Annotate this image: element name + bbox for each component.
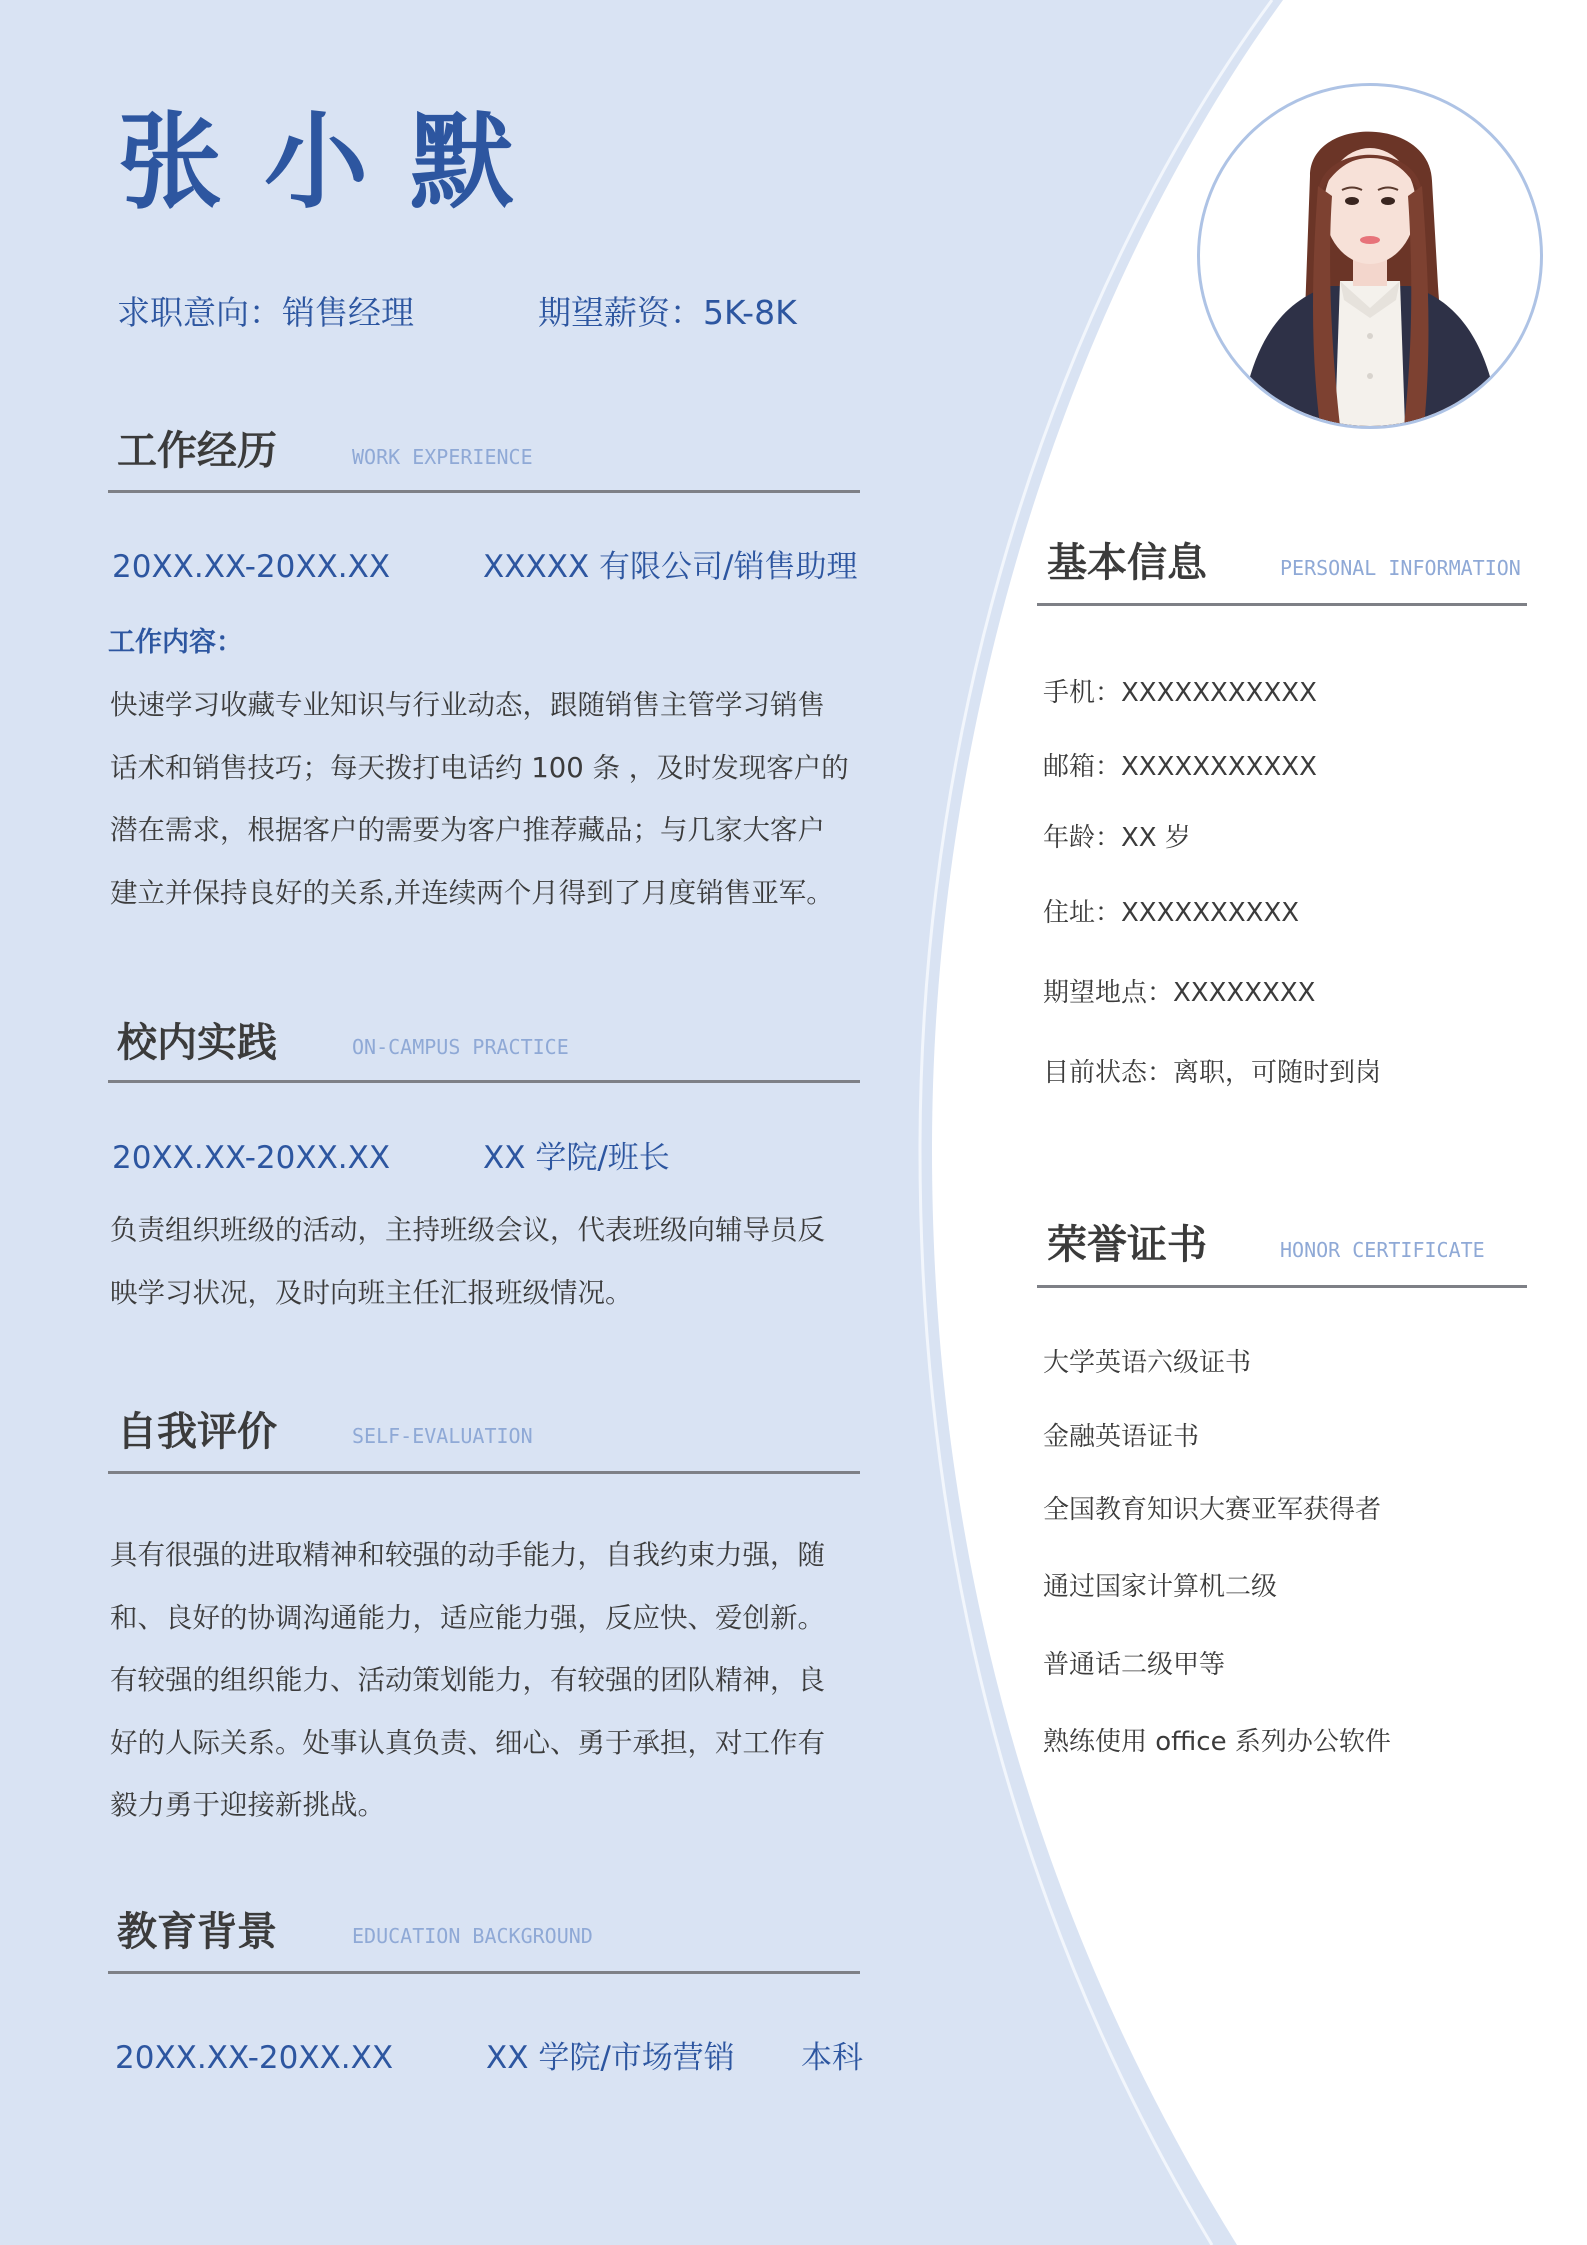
expected-salary: 期望薪资：5K-8K [538, 293, 797, 332]
campus-period: 20XX.XX-20XX.XX [112, 1140, 391, 1176]
education-title: 教育背景 [117, 1909, 277, 1955]
campus-description-line: 映学习状况，及时向班主任汇报班级情况。 [110, 1276, 633, 1309]
personal-info-divider [1037, 603, 1527, 606]
personal-info-subtitle: PERSONAL INFORMATION [1280, 556, 1521, 580]
work-period: 20XX.XX-20XX.XX [112, 549, 391, 585]
campus-practice-divider [108, 1080, 860, 1083]
self-evaluation-subtitle: SELF-EVALUATION [352, 1424, 533, 1448]
self-evaluation-line: 和、良好的协调沟通能力，适应能力强，反应快、爱创新。 [110, 1601, 825, 1634]
honors-divider [1037, 1285, 1527, 1288]
info-current-status: 目前状态：离职，可随时到岗 [1043, 1058, 1382, 1088]
avatar-portrait-icon [1200, 86, 1540, 426]
education-period: 20XX.XX-20XX.XX [115, 2040, 394, 2076]
info-address: 住址：XXXXXXXXXX [1043, 898, 1300, 928]
education-degree: 本科 [801, 2040, 863, 2076]
work-content-label: 工作内容： [108, 627, 243, 658]
honor-item: 大学英语六级证书 [1043, 1348, 1252, 1378]
self-evaluation-divider [108, 1471, 860, 1474]
job-intent: 求职意向：销售经理 [117, 293, 414, 332]
personal-info-title: 基本信息 [1047, 540, 1207, 586]
campus-description-line: 负责组织班级的活动，主持班级会议，代表班级向辅导员反 [110, 1214, 825, 1246]
self-evaluation-title: 自我评价 [117, 1409, 277, 1455]
honors-title: 荣誉证书 [1047, 1222, 1207, 1268]
honor-item: 通过国家计算机二级 [1043, 1572, 1278, 1602]
self-evaluation-line: 好的人际关系。处事认真负责、细心、勇于承担，对工作有 [110, 1726, 825, 1759]
education-divider [108, 1971, 860, 1974]
work-description-line: 快速学习收藏专业知识与行业动态，跟随销售主管学习销售 [110, 689, 825, 721]
self-evaluation-text [110, 1524, 870, 1837]
campus-practice-subtitle: ON-CAMPUS PRACTICE [352, 1035, 569, 1059]
info-email: 邮箱：XXXXXXXXXXX [1043, 752, 1317, 782]
info-expected-location: 期望地点：XXXXXXXX [1043, 978, 1316, 1008]
education-subtitle: EDUCATION BACKGROUND [352, 1924, 593, 1948]
work-description-line: 建立并保持良好的关系,并连续两个月得到了月度销售亚军。 [110, 876, 834, 909]
self-evaluation-line: 毅力勇于迎接新挑战。 [110, 1789, 385, 1821]
self-evaluation-line: 有较强的组织能力、活动策划能力，有较强的团队精神，良 [110, 1664, 825, 1696]
work-description-line: 潜在需求，根据客户的需要为客户推荐藏品；与几家大客户 [110, 814, 825, 846]
profile-photo [1197, 83, 1543, 429]
self-evaluation-line: 具有很强的进取精神和较强的动手能力，自我约束力强，随 [110, 1539, 825, 1571]
honor-item: 全国教育知识大赛亚军获得者 [1043, 1495, 1382, 1525]
work-description [110, 674, 870, 924]
campus-description [110, 1199, 870, 1324]
work-description-line: 话术和销售技巧；每天拨打电话约 100 条 ，及时发现客户的 [110, 751, 849, 784]
info-phone: 手机：XXXXXXXXXXX [1043, 678, 1317, 708]
honors-subtitle: HONOR CERTIFICATE [1280, 1238, 1485, 1262]
campus-org-role: XX 学院/班长 [483, 1140, 670, 1176]
honor-item: 熟练使用 office 系列办公软件 [1043, 1727, 1391, 1757]
honor-item: 普通话二级甲等 [1043, 1650, 1226, 1680]
education-school-major: XX 学院/市场营销 [486, 2040, 735, 2076]
work-experience-title: 工作经历 [117, 428, 277, 474]
candidate-name: 张小默 [118, 101, 557, 223]
work-org-role: XXXXX 有限公司/销售助理 [483, 549, 858, 585]
honor-item: 金融英语证书 [1043, 1422, 1200, 1452]
info-age: 年龄：XX 岁 [1043, 823, 1191, 853]
work-experience-subtitle: WORK EXPERIENCE [352, 445, 533, 469]
campus-practice-title: 校内实践 [117, 1020, 277, 1066]
work-experience-divider [108, 490, 860, 493]
